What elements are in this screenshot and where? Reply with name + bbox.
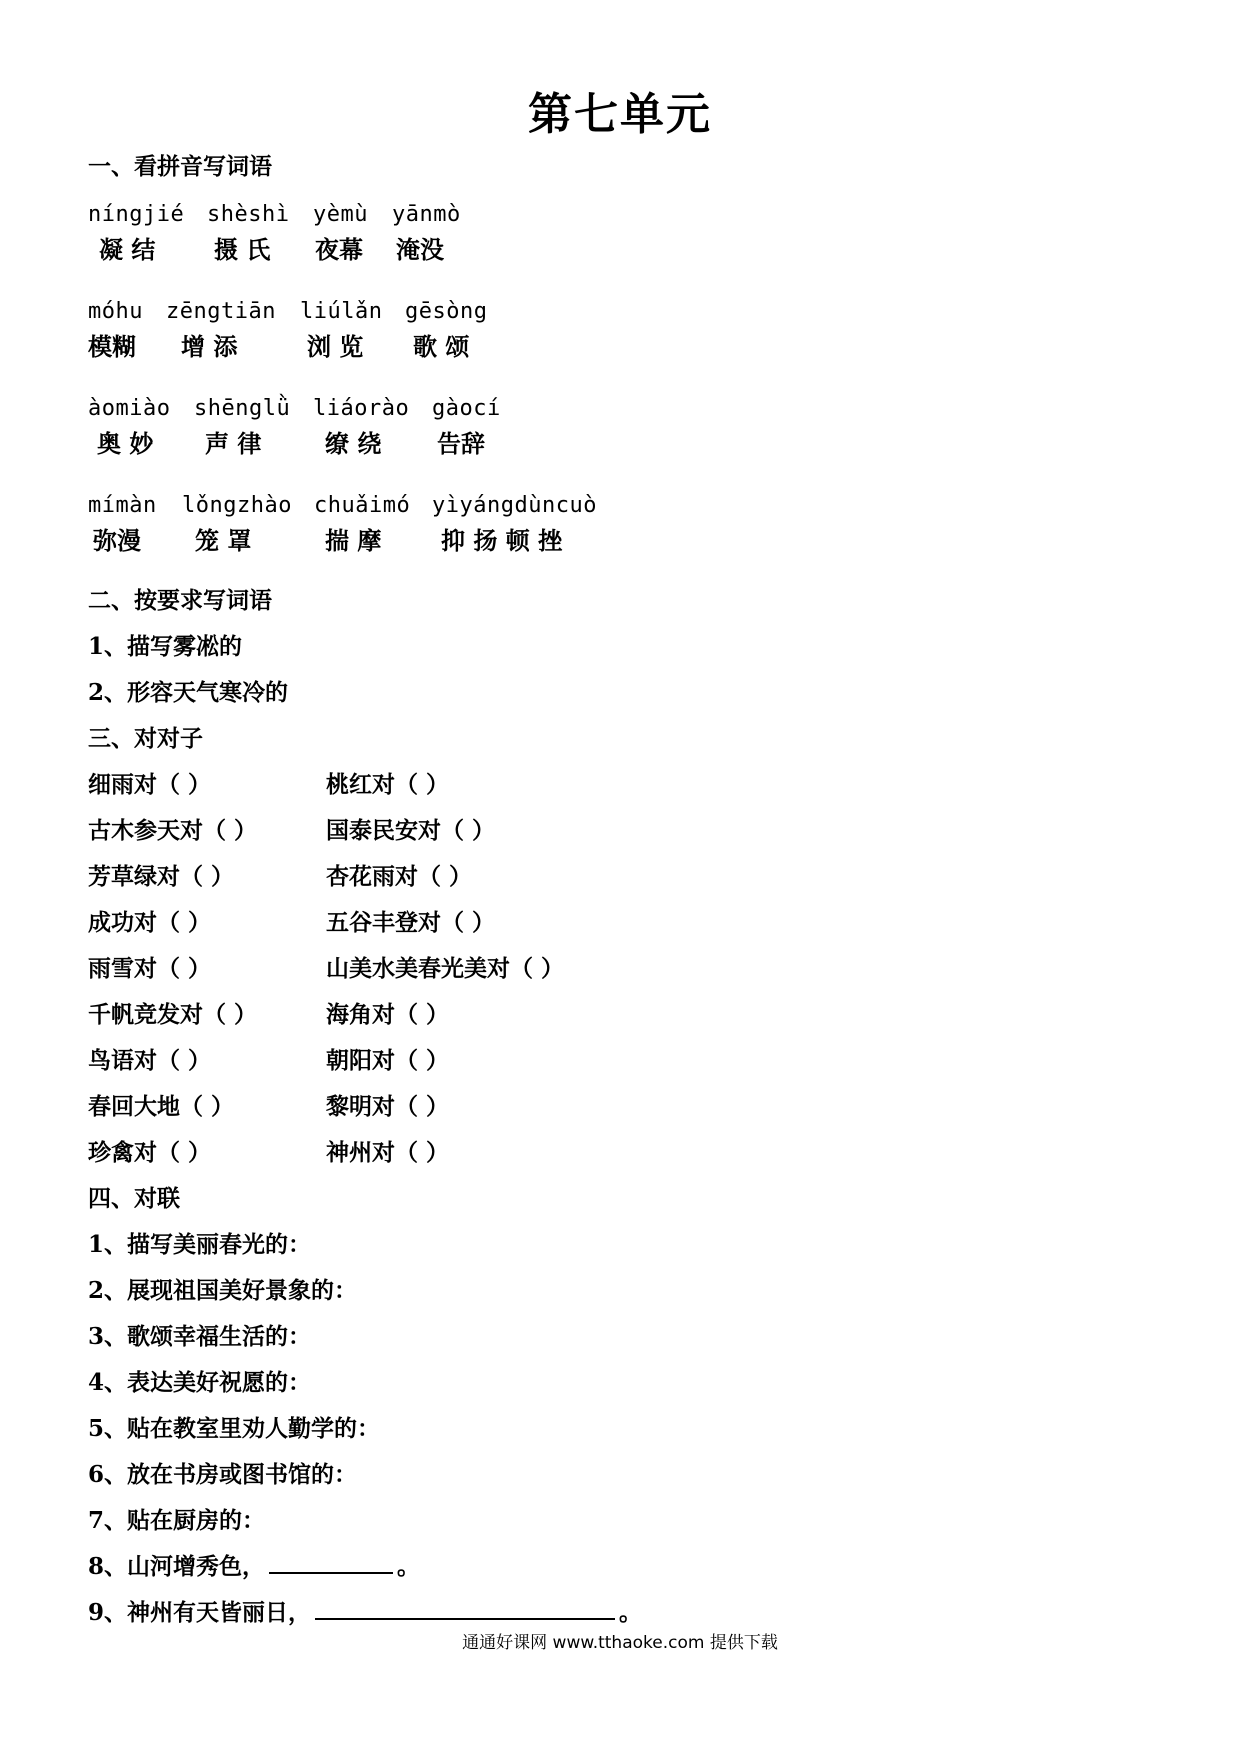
hanzi: 歌 颂	[413, 332, 470, 361]
fill-in-prompt: 8、山河增秀色，	[88, 1553, 266, 1580]
pinyin: chuǎimó	[314, 493, 411, 518]
section-1-heading: 一、看拼音写词语	[88, 153, 272, 180]
couplet-prompt-right: 杏花雨对（ ）	[326, 863, 473, 890]
pinyin: móhu	[88, 299, 143, 324]
couplet-prompt-right: 黎明对（ ）	[326, 1093, 450, 1120]
couplet-prompt-right: 桃红对（ ）	[326, 771, 450, 798]
fill-in-item-8	[88, 1548, 420, 1581]
section-4-heading: 四、对联	[88, 1185, 180, 1212]
pinyin: níngjié	[88, 202, 185, 227]
fill-in-end: 。	[397, 1553, 421, 1580]
pinyin: liúlǎn	[300, 299, 383, 324]
fill-in-end: 。	[619, 1599, 643, 1626]
answer-blank[interactable]	[269, 1552, 393, 1574]
pinyin: yèmù	[313, 202, 368, 227]
couplet-prompt-left: 成功对（ ）	[88, 909, 212, 936]
pinyin: gàocí	[432, 396, 501, 421]
hanzi: 摄 氏	[214, 235, 271, 264]
pinyin: liáorào	[313, 396, 410, 421]
list-item: 7、贴在厨房的：	[88, 1507, 266, 1534]
hanzi: 浏 览	[307, 332, 364, 361]
pinyin: zēngtiān	[166, 299, 276, 324]
list-item: 2、展现祖国美好景象的：	[88, 1277, 358, 1304]
hanzi: 增 添	[181, 332, 238, 361]
hanzi: 奥 妙	[97, 429, 154, 458]
list-item: 4、表达美好祝愿的：	[88, 1369, 312, 1396]
section-2-heading: 二、按要求写词语	[88, 587, 272, 614]
section-3-heading: 三、对对子	[88, 725, 203, 752]
couplet-prompt-right: 山美水美春光美对（ ）	[326, 955, 565, 982]
pinyin: gēsòng	[405, 299, 488, 324]
couplet-prompt-left: 珍禽对（ ）	[88, 1139, 212, 1166]
answer-blank[interactable]	[315, 1598, 615, 1620]
couplet-prompt-left: 春回大地（ ）	[88, 1093, 235, 1120]
footer-credit: 通通好课网 www.tthaoke.com 提供下载	[462, 1633, 778, 1653]
hanzi: 笼 罩	[195, 526, 252, 555]
pinyin: yìyángdùncuò	[432, 493, 597, 518]
hanzi: 缭 绕	[325, 429, 382, 458]
couplet-prompt-left: 古木参天对（ ）	[88, 817, 258, 844]
couplet-prompt-right: 国泰民安对（ ）	[326, 817, 496, 844]
couplet-prompt-right: 海角对（ ）	[326, 1001, 450, 1028]
hanzi: 模糊	[88, 332, 136, 361]
hanzi: 凝 结	[99, 235, 156, 264]
list-item: 6、放在书房或图书馆的：	[88, 1461, 358, 1488]
hanzi: 声 律	[205, 429, 262, 458]
couplet-prompt-left: 芳草绿对（ ）	[88, 863, 235, 890]
hanzi: 抑 扬 顿 挫	[441, 526, 563, 555]
pinyin: lǒngzhào	[182, 493, 292, 518]
list-item: 1、描写雾凇的	[88, 633, 243, 660]
couplet-prompt-left: 千帆竞发对（ ）	[88, 1001, 258, 1028]
fill-in-item-9	[88, 1594, 642, 1627]
couplet-prompt-right: 朝阳对（ ）	[326, 1047, 450, 1074]
couplet-prompt-right: 五谷丰登对（ ）	[326, 909, 496, 936]
page-title: 第七单元	[528, 89, 712, 140]
hanzi: 夜幕	[315, 235, 363, 264]
list-item: 2、形容天气寒冷的	[88, 679, 289, 706]
couplet-prompt-right: 神州对（ ）	[326, 1139, 450, 1166]
fill-in-prompt: 9、神州有天皆丽日，	[88, 1599, 312, 1626]
pinyin: yānmò	[392, 202, 461, 227]
couplet-prompt-left: 鸟语对（ ）	[88, 1047, 212, 1074]
hanzi: 揣 摩	[325, 526, 382, 555]
list-item: 5、贴在教室里劝人勤学的：	[88, 1415, 381, 1442]
couplet-prompt-left: 细雨对（ ）	[88, 771, 212, 798]
hanzi: 淹没	[396, 235, 444, 264]
pinyin: shèshì	[207, 202, 290, 227]
couplet-prompt-left: 雨雪对（ ）	[88, 955, 212, 982]
list-item: 3、歌颂幸福生活的：	[88, 1323, 312, 1350]
list-item: 1、描写美丽春光的：	[88, 1231, 312, 1258]
hanzi: 弥漫	[93, 526, 141, 555]
hanzi: 告辞	[437, 429, 485, 458]
pinyin: shēnglǜ	[194, 396, 291, 421]
pinyin: àomiào	[88, 396, 171, 421]
pinyin: mímàn	[88, 493, 157, 518]
